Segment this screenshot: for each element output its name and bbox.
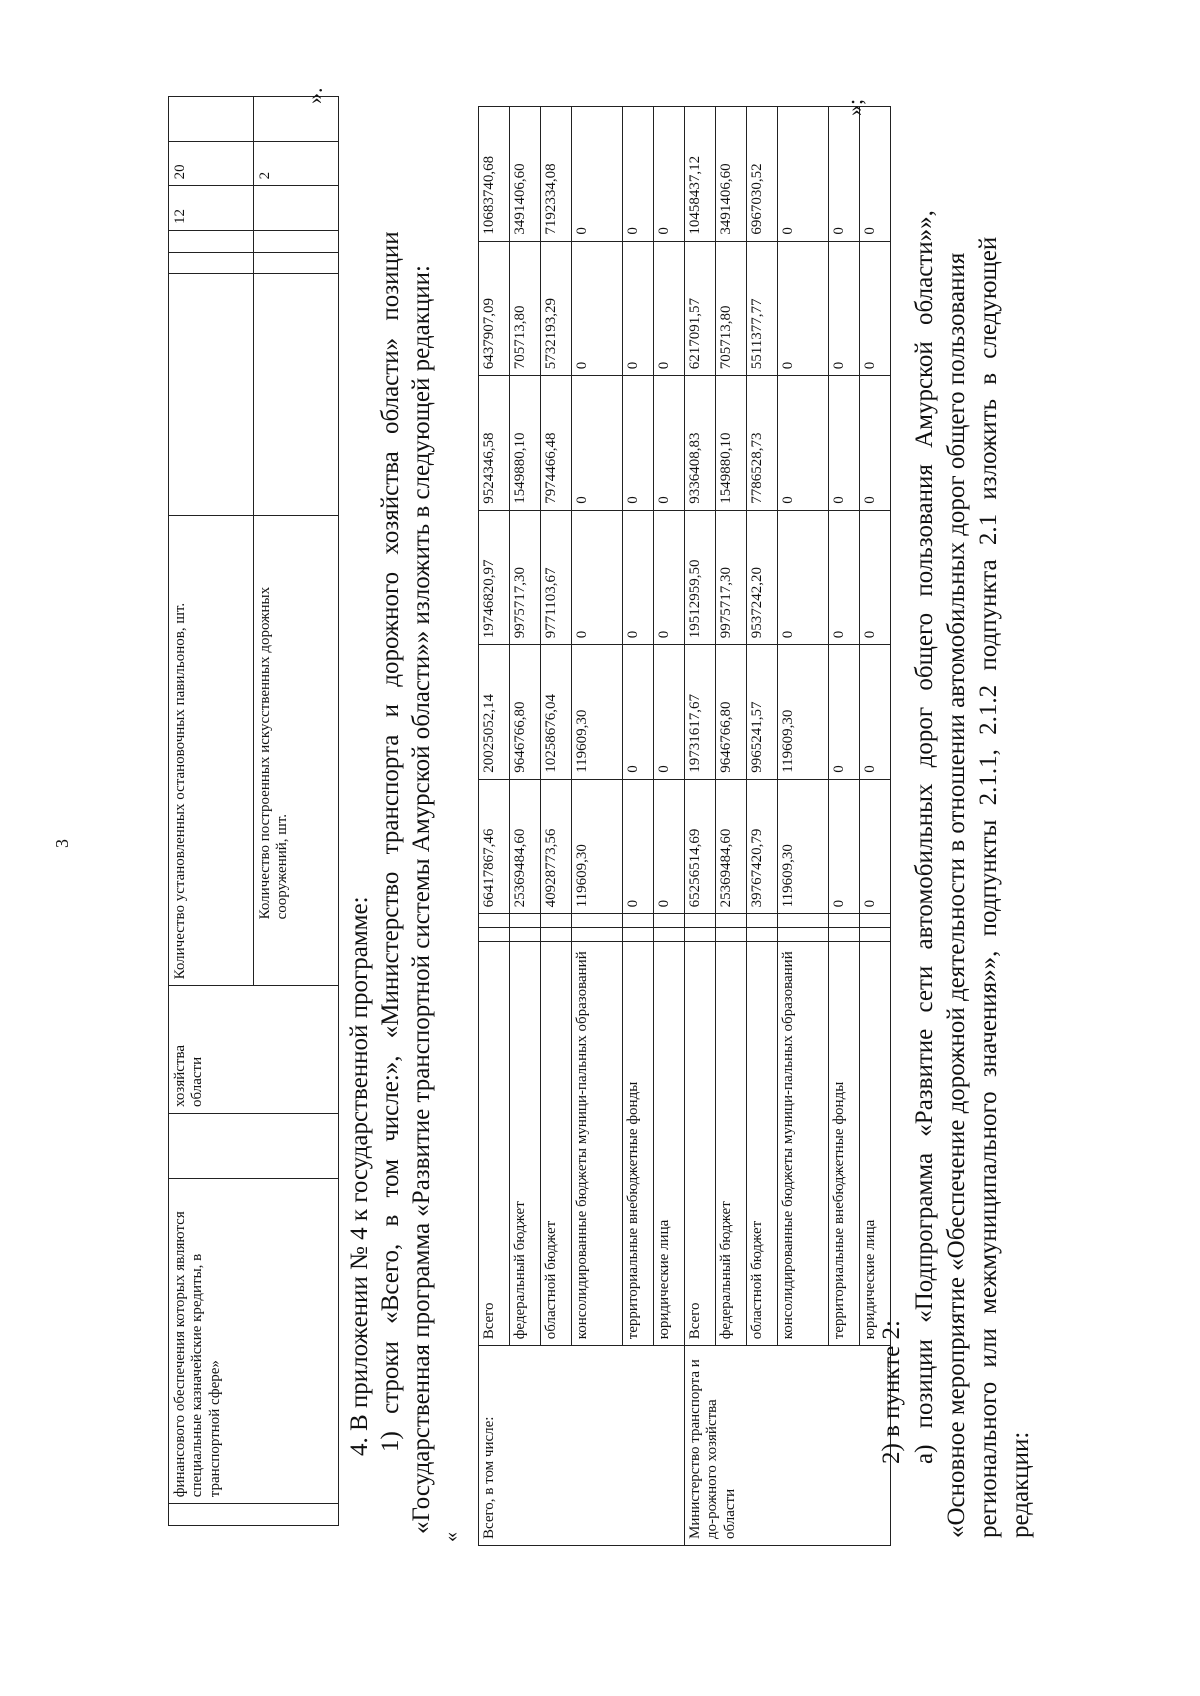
value-cell: 0 bbox=[778, 510, 829, 645]
table-cell bbox=[685, 914, 716, 928]
section-heading: 4. В приложении № 4 к государственной программе: bbox=[346, 896, 373, 1456]
row-label: Всего bbox=[685, 941, 716, 1346]
paragraph-line: «Государственная программа «Развитие транспортной системы Амурской области»» изложить в следующей редакции: bbox=[408, 265, 435, 1534]
value-cell: 0 bbox=[860, 107, 891, 242]
value-cell: 10683740,68 bbox=[479, 107, 510, 242]
value-cell: 40928773,56 bbox=[541, 779, 572, 914]
table-cell bbox=[479, 914, 510, 928]
indicators-table-fragment bbox=[168, 96, 339, 1526]
value-cell: 0 bbox=[829, 645, 860, 780]
table-row bbox=[716, 107, 747, 1546]
value-cell: 0 bbox=[654, 107, 685, 242]
table-cell bbox=[747, 927, 778, 941]
table-cell bbox=[860, 914, 891, 928]
table-cell bbox=[169, 230, 254, 252]
financing-table bbox=[478, 106, 891, 1546]
table-cell bbox=[541, 914, 572, 928]
value-cell: 0 bbox=[623, 107, 654, 242]
table-cell bbox=[479, 927, 510, 941]
paragraph-line: а) позиции «Подпрограмма «Развитие сети автомобильных дорог общего пользования Амурской области»», bbox=[911, 210, 938, 1464]
table-cell bbox=[510, 914, 541, 928]
value-cell: 0 bbox=[860, 376, 891, 511]
table-cell bbox=[169, 1504, 339, 1526]
table-cell bbox=[778, 927, 829, 941]
value-cell: 0 bbox=[623, 645, 654, 780]
value-cell: 19746820,97 bbox=[479, 510, 510, 645]
table-cell bbox=[169, 252, 254, 274]
row-label: областной бюджет bbox=[541, 941, 572, 1346]
table-row bbox=[623, 107, 654, 1546]
table-cell: финансового обеспечения которых являются специальные казначейские кредиты, в транспортной сфере» bbox=[169, 1179, 339, 1504]
table-cell bbox=[169, 97, 254, 142]
group-total bbox=[479, 107, 685, 1546]
value-cell: 119609,30 bbox=[572, 779, 623, 914]
value-cell: 1549880,10 bbox=[716, 376, 747, 511]
table-cell bbox=[716, 914, 747, 928]
value-cell: 0 bbox=[623, 510, 654, 645]
table-cell: хозяйства области bbox=[169, 986, 339, 1114]
paragraph-line: 2) в пункте 2: bbox=[878, 1320, 905, 1464]
paragraph-line: редакции: bbox=[1007, 1431, 1034, 1538]
closing-quote: »; bbox=[842, 98, 867, 116]
table-row bbox=[829, 107, 860, 1546]
value-cell: 9646766,80 bbox=[716, 645, 747, 780]
value-cell: 10258676,04 bbox=[541, 645, 572, 780]
value-cell: 0 bbox=[572, 376, 623, 511]
table-cell bbox=[254, 230, 339, 252]
value-cell: 9537242,20 bbox=[747, 510, 778, 645]
value-cell: 6437907,09 bbox=[479, 241, 510, 376]
table-row bbox=[541, 107, 572, 1546]
table-cell bbox=[829, 927, 860, 941]
row-label: федеральный бюджет bbox=[510, 941, 541, 1346]
row-label: территориальные внебюджетные фонды bbox=[623, 941, 654, 1346]
table-cell bbox=[829, 914, 860, 928]
table-cell bbox=[541, 927, 572, 941]
table-cell: 12 bbox=[169, 186, 254, 231]
value-cell: 0 bbox=[778, 107, 829, 242]
value-cell: 0 bbox=[654, 241, 685, 376]
value-cell: 6967030,52 bbox=[747, 107, 778, 242]
value-cell: 20025052,14 bbox=[479, 645, 510, 780]
table-cell: 20 bbox=[169, 141, 254, 186]
value-cell: 705713,80 bbox=[510, 241, 541, 376]
table-row bbox=[510, 107, 541, 1546]
value-cell: 25369484,60 bbox=[716, 779, 747, 914]
value-cell: 0 bbox=[860, 241, 891, 376]
value-cell: 0 bbox=[654, 376, 685, 511]
closing-quote: ». bbox=[302, 87, 327, 104]
table-cell: Количество построенных искусственных дорожных сооружений, шт. bbox=[254, 516, 339, 986]
table-row bbox=[654, 107, 685, 1546]
table-row bbox=[747, 107, 778, 1546]
row-label: юридические лица bbox=[860, 941, 891, 1346]
value-cell: 0 bbox=[860, 645, 891, 780]
table-row bbox=[778, 107, 829, 1546]
table-cell: Количество установленных остановочных павильонов, шт. bbox=[169, 516, 254, 986]
table-cell bbox=[254, 186, 339, 231]
row-label: консолидированные бюджеты муници-пальных образований bbox=[778, 941, 829, 1346]
table-cell bbox=[654, 927, 685, 941]
value-cell: 1549880,10 bbox=[510, 376, 541, 511]
value-cell: 9771103,67 bbox=[541, 510, 572, 645]
table-cell bbox=[572, 914, 623, 928]
value-cell: 39767420,79 bbox=[747, 779, 778, 914]
value-cell: 10458437,12 bbox=[685, 107, 716, 242]
table-row bbox=[572, 107, 623, 1546]
table-cell: 2 bbox=[254, 141, 339, 186]
table-cell bbox=[623, 914, 654, 928]
value-cell: 0 bbox=[654, 779, 685, 914]
group-label: Всего, в том числе: bbox=[479, 1346, 685, 1546]
value-cell: 0 bbox=[860, 779, 891, 914]
table-cell bbox=[685, 927, 716, 941]
value-cell: 0 bbox=[829, 779, 860, 914]
group-ministry bbox=[685, 107, 891, 1546]
table-cell bbox=[572, 927, 623, 941]
value-cell: 0 bbox=[860, 510, 891, 645]
row-label: консолидированные бюджеты муници-пальных образований bbox=[572, 941, 623, 1346]
value-cell: 7786528,73 bbox=[747, 376, 778, 511]
paragraph-line: регионального или межмуниципального значения»», подпункты 2.1.1, 2.1.2 подпункта 2.1 изложить в следующей bbox=[975, 236, 1002, 1538]
table-cell bbox=[860, 927, 891, 941]
paragraph-line: «Основное мероприятие «Обеспечение дорожной деятельности в отношении автомобильных дорог общего пользования bbox=[943, 252, 970, 1538]
value-cell: 3491406,60 bbox=[716, 107, 747, 242]
table-cell bbox=[716, 927, 747, 941]
value-cell: 705713,80 bbox=[716, 241, 747, 376]
value-cell: 9646766,80 bbox=[510, 645, 541, 780]
value-cell: 0 bbox=[654, 510, 685, 645]
table-cell bbox=[169, 274, 254, 516]
value-cell: 119609,30 bbox=[778, 779, 829, 914]
table-row bbox=[685, 107, 716, 1546]
row-label: областной бюджет bbox=[747, 941, 778, 1346]
value-cell: 9975717,30 bbox=[510, 510, 541, 645]
paragraph-line: 1) строки «Всего, в том числе:», «Министерство транспорта и дорожного хозяйства области» позиции bbox=[377, 231, 404, 1452]
value-cell: 7974466,48 bbox=[541, 376, 572, 511]
table-cell bbox=[623, 927, 654, 941]
value-cell: 119609,30 bbox=[572, 645, 623, 780]
value-cell: 0 bbox=[778, 241, 829, 376]
table-cell bbox=[169, 1114, 339, 1179]
value-cell: 0 bbox=[572, 510, 623, 645]
value-cell: 0 bbox=[623, 376, 654, 511]
table-cell bbox=[778, 914, 829, 928]
value-cell: 0 bbox=[572, 241, 623, 376]
value-cell: 0 bbox=[829, 376, 860, 511]
row-label: территориальные внебюджетные фонды bbox=[829, 941, 860, 1346]
value-cell: 5511377,77 bbox=[747, 241, 778, 376]
table-row bbox=[479, 107, 510, 1546]
open-quote: « bbox=[440, 1532, 462, 1542]
value-cell: 25369484,60 bbox=[510, 779, 541, 914]
value-cell: 65256514,69 bbox=[685, 779, 716, 914]
value-cell: 0 bbox=[829, 241, 860, 376]
value-cell: 9336408,83 bbox=[685, 376, 716, 511]
value-cell: 9975717,30 bbox=[716, 510, 747, 645]
value-cell: 66417867,46 bbox=[479, 779, 510, 914]
row-label: юридические лица bbox=[654, 941, 685, 1346]
value-cell: 3491406,60 bbox=[510, 107, 541, 242]
value-cell: 9965241,57 bbox=[747, 645, 778, 780]
value-cell: 0 bbox=[829, 510, 860, 645]
value-cell: 0 bbox=[778, 376, 829, 511]
page-number: 3 bbox=[52, 839, 72, 848]
value-cell: 0 bbox=[654, 645, 685, 780]
value-cell: 19731617,67 bbox=[685, 645, 716, 780]
table-cell bbox=[654, 914, 685, 928]
table-cell bbox=[747, 914, 778, 928]
value-cell: 9524346,58 bbox=[479, 376, 510, 511]
table-cell bbox=[510, 927, 541, 941]
row-label: Всего bbox=[479, 941, 510, 1346]
value-cell: 0 bbox=[829, 107, 860, 242]
table-cell bbox=[254, 252, 339, 274]
row-label: федеральный бюджет bbox=[716, 941, 747, 1346]
value-cell: 5732193,29 bbox=[541, 241, 572, 376]
table-cell bbox=[254, 274, 339, 516]
value-cell: 0 bbox=[623, 241, 654, 376]
value-cell: 119609,30 bbox=[778, 645, 829, 780]
value-cell: 0 bbox=[572, 107, 623, 242]
value-cell: 0 bbox=[623, 779, 654, 914]
group-label: Министерство транспорта и до-рожного хозяйства области bbox=[685, 1346, 891, 1546]
value-cell: 6217091,57 bbox=[685, 241, 716, 376]
value-cell: 19512959,50 bbox=[685, 510, 716, 645]
value-cell: 7192334,08 bbox=[541, 107, 572, 242]
